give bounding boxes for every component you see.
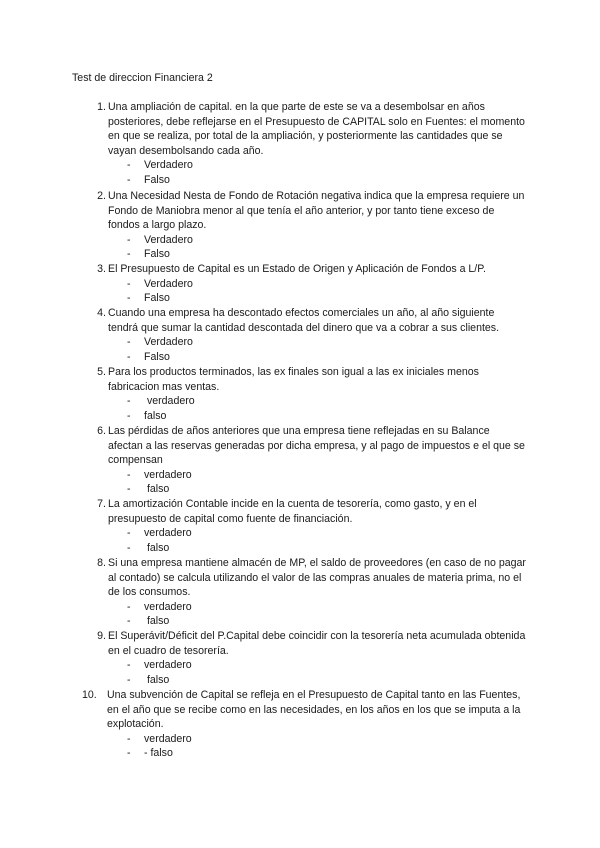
option-label: falso (144, 541, 170, 554)
option-falso (86, 247, 526, 262)
option-verdadero (86, 526, 526, 541)
option-dash: - (127, 659, 131, 672)
question-text: Para los productos terminados, las ex finales son igual a las ex iniciales menos fabricacion mas ventas. (108, 366, 479, 393)
question-text: Si una empresa mantiene almacén de MP, el saldo de proveedores (en caso de no pagar al contado) se calcula utilizando el valor de las compras anuales de materia prima, no el de los consumos. (108, 557, 526, 599)
question-number: 6. (97, 425, 106, 437)
question-text: Una subvención de Capital se refleja en el Presupuesto de Capital tanto en las Fuentes, en el año que se recibe como en las necesidades, en los años en los que se imputa a la explotación. (107, 689, 521, 731)
question-5 (86, 365, 526, 423)
option-falso (86, 673, 526, 688)
option-label: falso (144, 483, 170, 496)
question-number: 2. (97, 190, 106, 202)
option-verdadero (86, 600, 526, 615)
option-dash: - (127, 159, 131, 172)
question-text: Una ampliación de capital. en la que parte de este se va a desembolsar en años posteriores, debe reflejarse en el Presupuesto de CAPITAL solo en Fuentes: el momento en que se realiza, por total de la ampliación, y posteriormente las cantidades que se vayan desembolsando cada año. (108, 101, 525, 157)
option-dash: - (127, 732, 131, 745)
option-dash: - (127, 409, 131, 422)
option-label: Falso (144, 173, 170, 186)
question-number: 5. (97, 366, 106, 378)
option-dash: - (127, 350, 131, 363)
option-dash: - (127, 173, 131, 186)
question-number: 7. (97, 498, 106, 510)
option-falso (86, 614, 526, 629)
option-dash: - (127, 292, 131, 305)
option-verdadero (86, 658, 526, 673)
question-10 (82, 688, 526, 761)
option-dash: - (127, 233, 131, 246)
option-label: Verdadero (144, 233, 193, 246)
question-number: 10. (82, 689, 97, 701)
option-label: verdadero (144, 395, 195, 408)
question-text: Cuando una empresa ha descontado efectos comerciales un año, al año siguiente tendrá que sumar la cantidad descontada del dinero que va a cobrar a sus clientes. (108, 307, 500, 334)
question-2 (86, 189, 526, 262)
question-7 (86, 497, 526, 555)
question-6 (86, 424, 526, 497)
question-number: 4. (97, 307, 106, 319)
option-verdadero (86, 277, 526, 292)
option-verdadero (86, 158, 526, 173)
question-number: 3. (97, 263, 106, 275)
option-dash: - (127, 468, 131, 481)
option-dash: - (127, 277, 131, 290)
document-title: Test de direccion Financiera 2 (72, 72, 213, 84)
option-falso (86, 482, 526, 497)
option-dash: - (127, 673, 131, 686)
question-number: 8. (97, 557, 106, 569)
option-label: verdadero (144, 468, 192, 481)
option-label: falso (144, 673, 170, 686)
question-text: El Superávit/Déficit del P.Capital debe coincidir con la tesorería neta acumulada obtenida en el cuadro de tesorería. (108, 630, 526, 657)
option-falso (86, 291, 526, 306)
question-8 (86, 556, 526, 629)
option-falso (86, 350, 526, 365)
question-1 (86, 100, 526, 188)
option-label: verdadero (144, 527, 192, 540)
option-dash: - (127, 541, 131, 554)
option-verdadero (86, 732, 526, 747)
option-falso (86, 541, 526, 556)
option-falso (86, 409, 526, 424)
option-dash: - (127, 336, 131, 349)
option-label: Verdadero (144, 159, 193, 172)
option-label: Verdadero (144, 277, 193, 290)
option-label: verdadero (144, 600, 192, 613)
option-verdadero (86, 468, 526, 483)
option-dash: - (127, 395, 131, 408)
option-verdadero (86, 335, 526, 350)
option-dash: - (127, 483, 131, 496)
question-text: Una Necesidad Nesta de Fondo de Rotación negativa indica que la empresa requiere un Fondo de Maniobra menor al que tenía el año anterior, y por tanto tiene exceso de fondos a largo plazo. (108, 190, 525, 232)
option-verdadero (86, 233, 526, 248)
question-number: 9. (97, 630, 106, 642)
question-text: Las pérdidas de años anteriores que una empresa tiene reflejadas en su Balance afectan a las reservas generadas por dicha empresa, y al pago de impuestos e el que se compensan (108, 425, 525, 467)
question-number: 1. (97, 101, 106, 113)
question-3 (86, 262, 526, 306)
option-dash: - (127, 600, 131, 613)
option-label: Falso (144, 292, 170, 305)
option-label: Falso (144, 350, 170, 363)
question-text: La amortización Contable incide en la cuenta de tesorería, como gasto, y en el presupuesto de capital como fuente de financiación. (108, 498, 477, 525)
option-falso (86, 746, 526, 761)
option-label: verdadero (144, 732, 192, 745)
option-label: - falso (144, 747, 173, 760)
option-dash: - (127, 747, 131, 760)
option-dash: - (127, 248, 131, 261)
option-label: falso (144, 615, 170, 628)
option-label: falso (144, 409, 167, 422)
option-falso (86, 173, 526, 188)
option-label: Verdadero (144, 336, 193, 349)
option-label: verdadero (144, 659, 192, 672)
option-dash: - (127, 615, 131, 628)
option-label: Falso (144, 248, 170, 261)
question-4 (86, 306, 526, 364)
option-dash: - (127, 527, 131, 540)
question-text: El Presupuesto de Capital es un Estado de Origen y Aplicación de Fondos a L/P. (108, 263, 486, 275)
question-9 (86, 629, 526, 687)
option-verdadero (86, 394, 526, 409)
